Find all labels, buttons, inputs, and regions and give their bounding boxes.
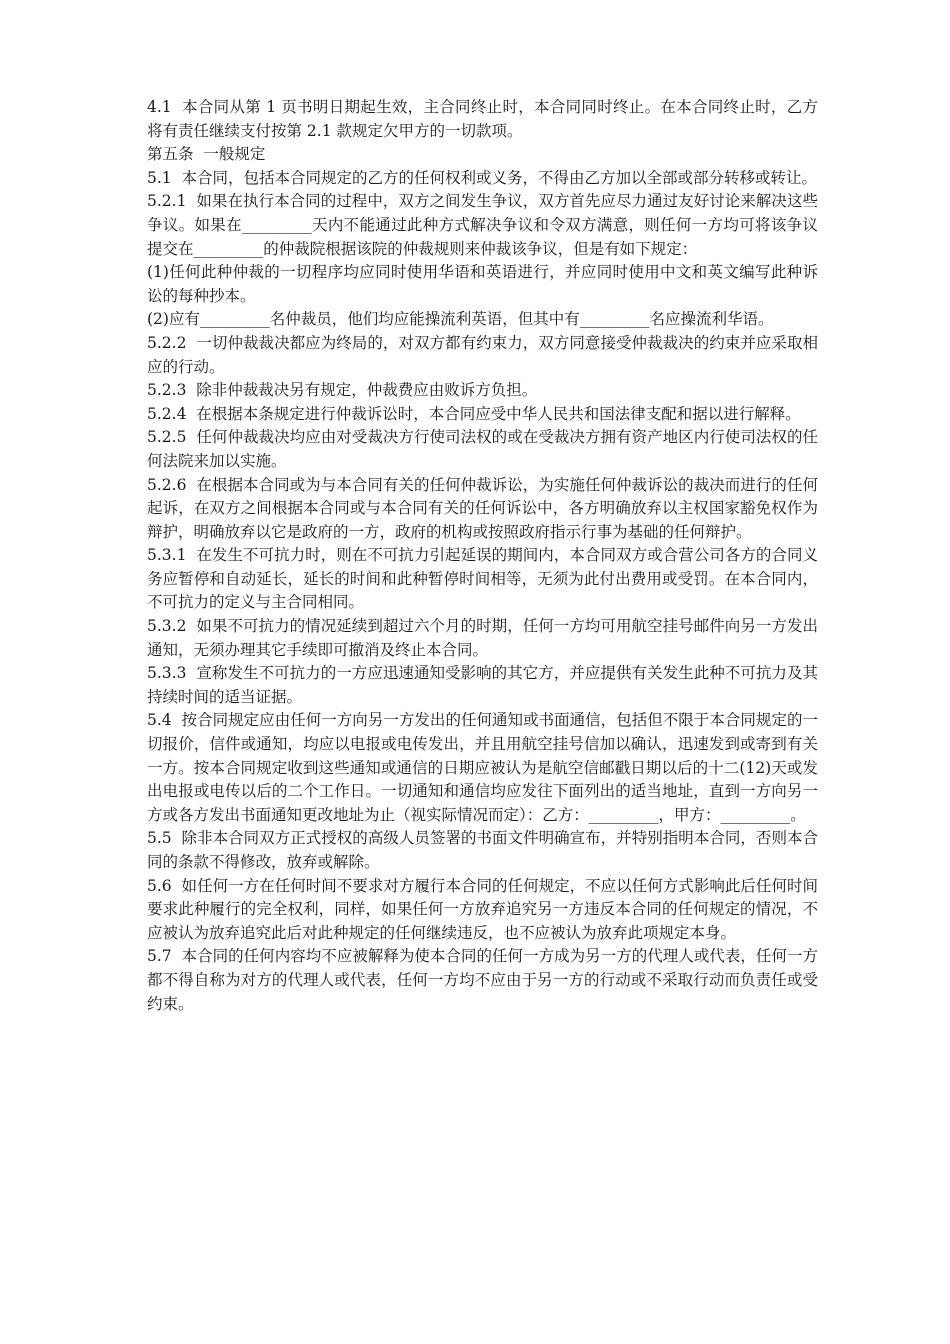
clause-5-2-6: 5.2.6 在根据本合同或为与本合同有关的任何仲裁诉讼，为实施任何仲裁诉讼的裁决而进行的任何起诉，在双方之间根据本合同或与本合同有关的任何诉讼中，各方明确放弃以主权国家豁免权作为辩护，明确放弃以它是政府的一方，政府的机构或按照政府指示行事为基础的任何辩护。 (147, 475, 818, 541)
clause-5-2-5: 5.2.5 任何仲裁裁决均应由对受裁决方行使司法权的或在受裁决方拥有资产地区内行使司法权的任何法院来加以实施。 (147, 428, 818, 470)
clause-5-6: 5.6 如任何一方在任何时间不要求对方履行本合同的任何规定，不应以任何方式影响此后任何时间要求此种履行的完全权利，同样，如果任何一方放弃追究另一方违反本合同的任何规定的情况，不应被认为放弃追究此后对此种规定的任何继续违反，也不应被认为放弃此项规定本身。 (147, 876, 818, 942)
clause-5-5: 5.5 除非本合同双方正式授权的高级人员签署的书面文件明确宣布，并特别指明本合同，否则本合同的条款不得修改，放弃或解除。 (147, 829, 818, 871)
clause-5-4: 5.4 按合同规定应由任何一方向另一方发出的任何通知或书面通信，包括但不限于本合同规定的一切报价，信件或通知，均应以电报或电传发出，并且用航空挂号信加以确认，迅速发到或寄到有关一方。按本合同规定收到这些通知或通信的日期应被认为是航空信邮戳日期以后的十二(12)天或发出电报或电传以后的二个工作日。一切通知和通信均应发往下面列出的适当地址，直到一方向另一方或各方发出书面通知更改地址为止（视实际情况而定）：乙方：_________，甲方：_________。 (147, 711, 818, 824)
clause-5-2-1-item-2: (2)应有_________名仲裁员，他们均应能操流利英语，但其中有_________名应操流利华语。 (147, 310, 774, 329)
clause-5-2-2: 5.2.2 一切仲裁裁决都应为终局的，对双方都有约束力，双方同意接受仲裁裁决的约束并应采取相应的行动。 (147, 333, 818, 376)
clause-4-1: 4.1 本合同从第 1 页书明日期起生效，主合同终止时，本合同同时终止。在本合同终止时，乙方将有责任继续支付按第 2.1 款规定欠甲方的一切款项。 (147, 98, 818, 140)
clause-5-3-3: 5.3.3 宣称发生不可抗力的一方应迅速通知受影响的其它方，并应提供有关发生此种不可抗力及其持续时间的适当证据。 (147, 664, 818, 706)
clause-5-3-1: 5.3.1 在发生不可抗力时，则在不可抗力引起延误的期间内，本合同双方或合营公司各方的合同义务应暂停和自动延长，延长的时间和此种暂停时间相等，无须为此付出费用或受罚。在本合同内，不可抗力的定义与主合同相同。 (147, 546, 818, 612)
clause-5-3-2: 5.3.2 如果不可抗力的情况延续到超过六个月的时期，任何一方均可用航空挂号邮件向另一方发出通知，无须办理其它手续即可撤消及终止本合同。 (147, 617, 818, 659)
clause-5-7: 5.7 本合同的任何内容均不应被解释为使本合同的任何一方成为另一方的代理人或代表，任何一方都不得自称为对方的代理人或代表，任何一方均不应由于另一方的行动或不采取行动而负责任或受约束。 (147, 947, 818, 1013)
article-5-heading: 第五条 一般规定 (147, 145, 266, 164)
document-body (138, 96, 818, 1016)
clause-5-1: 5.1 本合同，包括本合同规定的乙方的任何权利或义务，不得由乙方加以全部或部分转移或转让。 (147, 168, 818, 187)
clause-5-2-4: 5.2.4 在根据本条规定进行仲裁诉讼时，本合同应受中华人民共和国法律支配和据以进行解释。 (147, 404, 801, 423)
clause-5-2-3: 5.2.3 除非仲裁裁决另有规定，仲裁费应由败诉方负担。 (147, 381, 538, 400)
clause-5-2-1-item-1: (1)任何此种仲裁的一切程序均应同时使用华语和英语进行，并应同时使用中文和英文编写此种诉讼的每种抄本。 (147, 263, 818, 305)
clause-5-2-1: 5.2.1 如果在执行本合同的过程中，双方之间发生争议，双方首先应尽力通过友好讨论来解决这些争议。如果在_________天内不能通过此种方式解决争议和令双方满意，则任何一方均可将该争议提交在_________的仲裁院根据该院的仲裁规则来仲裁该争议，但是有如下规定： (147, 192, 818, 258)
